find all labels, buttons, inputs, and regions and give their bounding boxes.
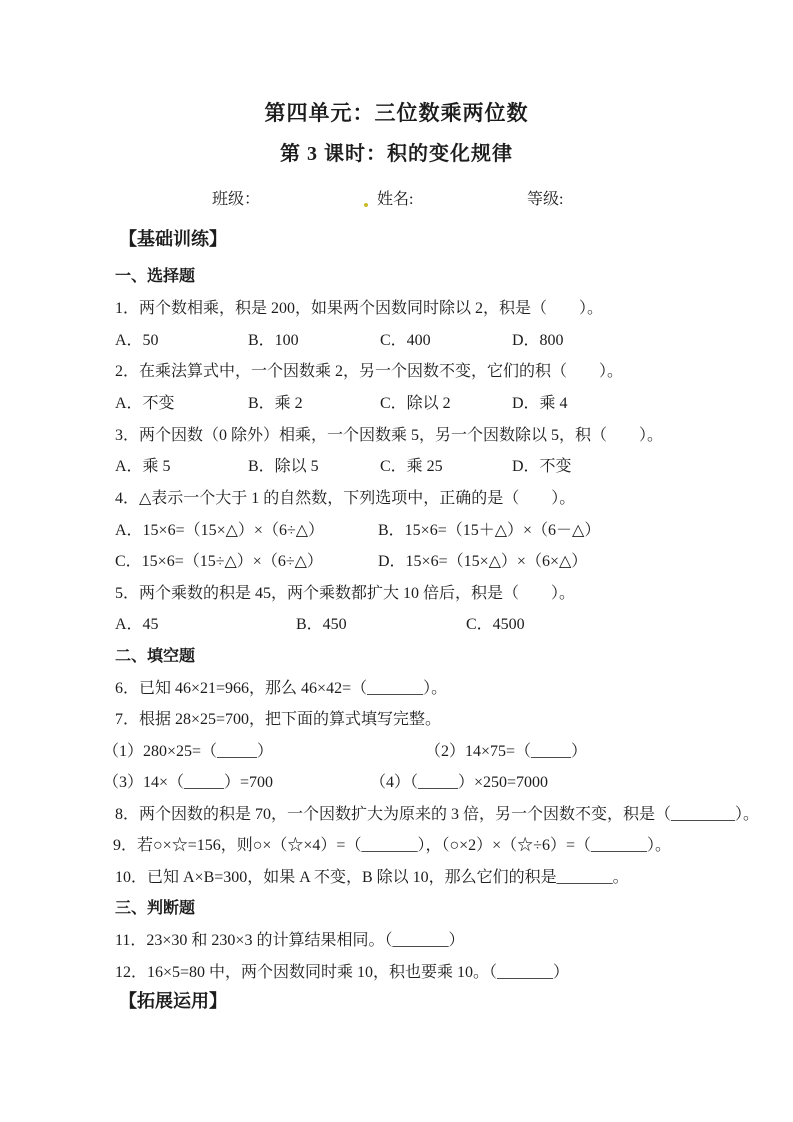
question-2-options xyxy=(0,393,793,415)
question-7-items-row1 xyxy=(0,741,793,763)
question-4-options-row2 xyxy=(0,551,793,573)
question-4-text: 4．△表示一个大于 1 的自然数，下列选项中，正确的是（ ）。 xyxy=(115,490,576,507)
q3-option-b: B．除以 5 xyxy=(248,458,319,475)
question-1-text: 1．两个数相乘，积是 200，如果两个因数同时除以 2，积是（ ）。 xyxy=(115,300,604,317)
q2-option-b: B．乘 2 xyxy=(248,395,303,412)
q2-option-c: C．除以 2 xyxy=(380,395,451,412)
q1-option-a: A．50 xyxy=(115,332,159,349)
section-extend-application: 【拓展运用】 xyxy=(119,991,227,1011)
q4-option-b: B．15×6=（15＋△）×（6－△） xyxy=(378,522,601,539)
question-8-text: 8．两个因数的积是 70，一个因数扩大为原来的 3 倍，另一个因数不变，积是（________）。 xyxy=(115,806,760,823)
yellow-speck-artifact xyxy=(364,203,368,207)
q1-option-d: D．800 xyxy=(512,332,564,349)
q5-option-a: A．45 xyxy=(115,616,159,633)
question-6-text: 6．已知 46×21=966，那么 46×42=（_______）。 xyxy=(115,680,448,697)
lesson-title: 第 3 课时：积的变化规律 xyxy=(280,143,513,165)
question-1-options xyxy=(0,330,793,352)
q3-option-c: C．乘 25 xyxy=(380,458,443,475)
meta-row xyxy=(0,189,793,213)
part2-heading: 二、填空题 xyxy=(115,648,196,665)
part3-heading: 三、判断题 xyxy=(115,900,196,917)
name-label: 姓名: xyxy=(377,191,414,208)
q2-option-a: A．不变 xyxy=(115,395,175,412)
q5-option-b: B．450 xyxy=(296,616,347,633)
unit-title: 第四单元：三位数乘两位数 xyxy=(264,101,529,125)
question-2-text: 2．在乘法算式中，一个因数乘 2，另一个因数不变，它们的积（ ）。 xyxy=(115,363,624,380)
q3-option-a: A．乘 5 xyxy=(115,458,171,475)
question-10-text: 10．已知 A×B=300，如果 A 不变，B 除以 10，那么它们的积是_______。 xyxy=(115,869,629,886)
q3-option-d: D．不变 xyxy=(512,458,572,475)
question-4-options-row1 xyxy=(0,520,793,542)
question-5-options xyxy=(0,614,793,636)
class-label: 班级： xyxy=(212,191,261,208)
q4-option-d: D．15×6=（15×△）×（6×△） xyxy=(378,553,588,570)
question-7-text: 7．根据 28×25=700，把下面的算式填写完整。 xyxy=(115,711,442,728)
section-basic-training: 【基础训练】 xyxy=(119,229,227,249)
q1-option-c: C．400 xyxy=(380,332,431,349)
q2-option-d: D．乘 4 xyxy=(512,395,568,412)
q7-item-1: （1）280×25=（_____） xyxy=(103,743,274,760)
q1-option-b: B．100 xyxy=(248,332,299,349)
question-9-text: 9．若○×☆=156，则○×（☆×4）=（_______），（○×2）×（☆÷6）=（_______）。 xyxy=(113,837,671,854)
q7-item-3: （3）14×（_____）=700 xyxy=(103,774,274,791)
question-11-text: 11．23×30 和 230×3 的计算结果相同。（_______） xyxy=(115,932,465,949)
q4-option-a: A．15×6=（15×△）×（6÷△） xyxy=(115,522,325,539)
question-7-items-row2 xyxy=(0,772,793,794)
q7-item-2: （2）14×75=（_____） xyxy=(425,743,588,760)
question-5-text: 5．两个乘数的积是 45，两个乘数都扩大 10 倍后，积是（ ）。 xyxy=(115,585,576,602)
q5-option-c: C．4500 xyxy=(466,616,525,633)
q4-option-c: C．15×6=（15÷△）×（6÷△） xyxy=(115,553,323,570)
part1-heading: 一、选择题 xyxy=(115,268,196,285)
q7-item-4: （4）（_____）×250=7000 xyxy=(370,774,549,791)
question-3-options xyxy=(0,456,793,478)
question-12-text: 12．16×5=80 中，两个因数同时乘 10，积也要乘 10。（_______） xyxy=(115,964,570,981)
question-3-text: 3．两个因数（0 除外）相乘，一个因数乘 5，另一个因数除以 5，积（ ）。 xyxy=(115,427,664,444)
grade-label: 等级: xyxy=(527,191,564,208)
